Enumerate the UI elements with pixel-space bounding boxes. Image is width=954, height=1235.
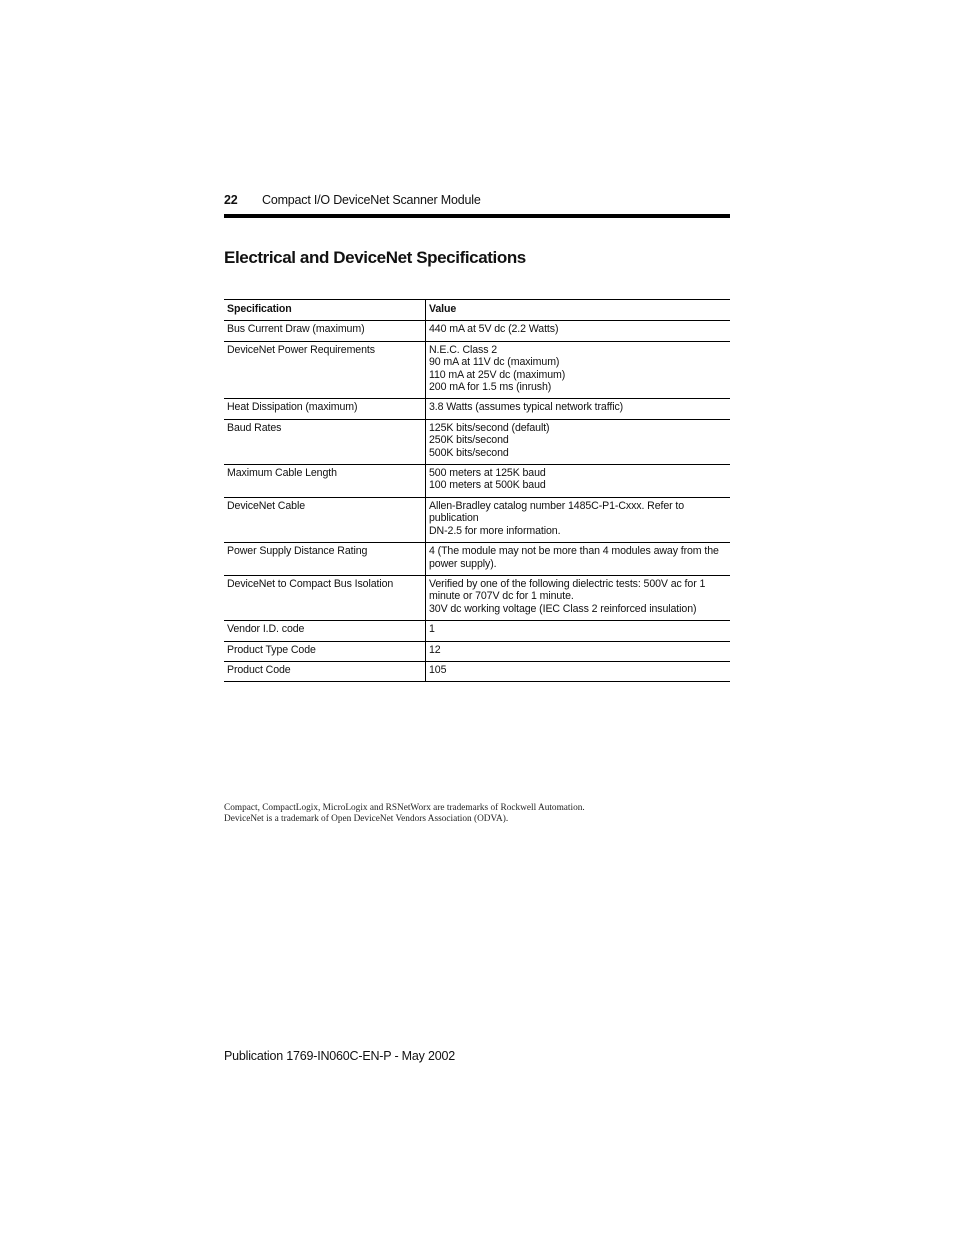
trademark-line: Compact, CompactLogix, MicroLogix and RSNetWorx are trademarks of Rockwell Automation.: [224, 803, 585, 813]
spec-name-cell: DeviceNet Cable: [224, 497, 426, 542]
spec-name-cell: Product Code: [224, 661, 426, 681]
header-rule: [224, 214, 730, 218]
page-number: 22: [224, 193, 238, 207]
spec-name-cell: DeviceNet to Compact Bus Isolation: [224, 575, 426, 620]
spec-name-cell: Bus Current Draw (maximum): [224, 321, 426, 341]
publication-footer: Publication 1769-IN060C-EN-P - May 2002: [224, 1049, 455, 1063]
table-body: [224, 321, 730, 682]
spec-value-cell: N.E.C. Class 2 90 mA at 11V dc (maximum) 110 mA at 25V dc (maximum) 200 mA for 1.5 ms (inrush): [426, 341, 731, 399]
page-header: [224, 190, 730, 220]
table-header-row: [224, 300, 730, 321]
spec-value-cell: 3.8 Watts (assumes typical network traffic): [426, 399, 731, 419]
spec-name-cell: Vendor I.D. code: [224, 621, 426, 641]
spec-value-cell: 4 (The module may not be more than 4 modules away from the power supply).: [426, 543, 731, 576]
table-row: [224, 341, 730, 399]
section-title: Electrical and DeviceNet Specifications: [224, 248, 526, 267]
spec-value-cell: 1: [426, 621, 731, 641]
trademark-notice: [224, 803, 585, 825]
table-row: [224, 497, 730, 542]
spec-value-cell: Allen-Bradley catalog number 1485C-P1-Cxxx. Refer to publication DN-2.5 for more information.: [426, 497, 731, 542]
spec-value-cell: 440 mA at 5V dc (2.2 Watts): [426, 321, 731, 341]
spec-name-cell: Maximum Cable Length: [224, 465, 426, 498]
spec-name-cell: Baud Rates: [224, 419, 426, 464]
table-row: [224, 543, 730, 576]
table-row: [224, 575, 730, 620]
table-row: [224, 465, 730, 498]
spec-value-cell: Verified by one of the following dielectric tests: 500V ac for 1 minute or 707V dc for 1 minute. 30V dc working voltage (IEC Class 2 reinforced insulation): [426, 575, 731, 620]
spec-name-cell: DeviceNet Power Requirements: [224, 341, 426, 399]
spec-value-cell: 500 meters at 125K baud 100 meters at 500K baud: [426, 465, 731, 498]
spec-value-cell: 12: [426, 641, 731, 661]
specifications-table: [224, 299, 730, 682]
spec-name-cell: Product Type Code: [224, 641, 426, 661]
spec-name-cell: Heat Dissipation (maximum): [224, 399, 426, 419]
table-row: [224, 641, 730, 661]
spec-value-cell: 125K bits/second (default) 250K bits/second 500K bits/second: [426, 419, 731, 464]
spec-value-cell: 105: [426, 661, 731, 681]
column-header-value: Value: [426, 300, 731, 321]
spec-name-cell: Power Supply Distance Rating: [224, 543, 426, 576]
table-row: [224, 621, 730, 641]
trademark-line: DeviceNet is a trademark of Open DeviceNet Vendors Association (ODVA).: [224, 814, 509, 825]
table-row: [224, 399, 730, 419]
table-row: [224, 661, 730, 681]
table-row: [224, 419, 730, 464]
column-header-specification: Specification: [224, 300, 426, 321]
table-row: [224, 321, 730, 341]
header-title: Compact I/O DeviceNet Scanner Module: [262, 193, 481, 207]
